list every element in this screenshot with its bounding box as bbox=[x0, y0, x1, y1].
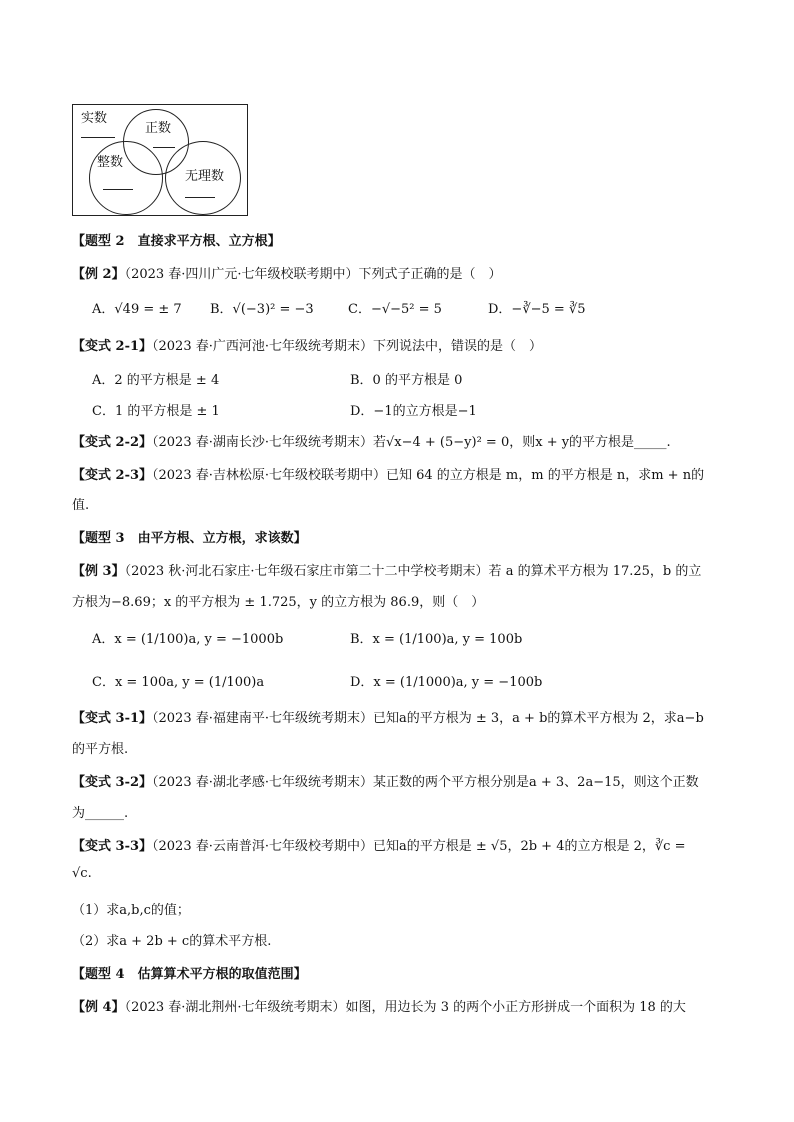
option-a: A．√49 = ± 7 bbox=[92, 302, 182, 317]
variant-3-3: 【变式 3-3】（2023 春·云南普洱·七年级校考期中）已知a的平方根是 ± √5，2b + 4的立方根是 2，∛c = bbox=[72, 839, 686, 854]
example-2: 【例 2】（2023 春·四川广元·七年级校联考期中）下列式子正确的是（ ） bbox=[72, 267, 502, 282]
label-irrational: 无理数 bbox=[185, 169, 225, 184]
section-header-2: 【题型 2 直接求平方根、立方根】 bbox=[72, 234, 281, 249]
blank-real bbox=[81, 137, 115, 138]
variant-2-3-cont: 值. bbox=[72, 498, 90, 513]
blank-irrational bbox=[185, 197, 215, 198]
blank-positive bbox=[153, 147, 175, 148]
label-integer: 整数 bbox=[97, 155, 124, 170]
option-a: A．x = (1/100)a, y = −1000b bbox=[92, 632, 284, 647]
section-header-3: 【题型 3 由平方根、立方根，求该数】 bbox=[72, 531, 307, 546]
option-b: B．x = (1/100)a, y = 100b bbox=[350, 632, 523, 647]
section-header-4: 【题型 4 估算算术平方根的取值范围】 bbox=[72, 967, 307, 982]
option-c: C．−√−5² = 5 bbox=[348, 302, 442, 317]
label-real: 实数 bbox=[81, 111, 108, 126]
variant-3-1-cont: 的平方根. bbox=[72, 742, 129, 757]
variant-3-2: 【变式 3-2】（2023 春·湖北孝感·七年级统考期末）某正数的两个平方根分别是a + 3、2a−15，则这个正数 bbox=[72, 775, 699, 790]
variant-3-3-cont: √c. bbox=[72, 866, 92, 881]
option-d: D．−1的立方根是−1 bbox=[350, 404, 477, 419]
variant-3-2-cont: 为______. bbox=[72, 806, 129, 821]
option-a: A．2 的平方根是 ± 4 bbox=[92, 373, 220, 388]
venn-diagram bbox=[72, 104, 248, 216]
label-positive: 正数 bbox=[145, 121, 172, 136]
example-3: 【例 3】（2023 秋·河北石家庄·七年级石家庄市第二十二中学校考期末）若 a 的算术平方根为 17.25，b 的立 bbox=[72, 564, 702, 579]
sub-question-1: （1）求a,b,c的值； bbox=[72, 903, 190, 918]
option-d: D．−∛−5 = ∛5 bbox=[488, 302, 586, 317]
sub-question-2: （2）求a + 2b + c的算术平方根. bbox=[72, 934, 272, 949]
option-c: C．1 的平方根是 ± 1 bbox=[92, 404, 220, 419]
example-3-cont: 方根为−8.69；x 的平方根为 ± 1.725，y 的立方根为 86.9，则（ ） bbox=[72, 595, 485, 610]
option-b: B．√(−3)² = −3 bbox=[210, 302, 314, 317]
variant-3-1: 【变式 3-1】（2023 春·福建南平·七年级统考期末）已知a的平方根为 ± 3，a + b的算术平方根为 2，求a−b bbox=[72, 711, 704, 726]
option-d: D．x = (1/1000)a, y = −100b bbox=[350, 675, 543, 690]
option-b: B．0 的平方根是 0 bbox=[350, 373, 463, 388]
example-4: 【例 4】（2023 春·湖北荆州·七年级统考期末）如图，用边长为 3 的两个小正方形拼成一个面积为 18 的大 bbox=[72, 1000, 686, 1015]
blank-integer bbox=[103, 189, 133, 190]
variant-2-3: 【变式 2-3】（2023 春·吉林松原·七年级校联考期中）已知 64 的立方根是 m，m 的平方根是 n，求m + n的 bbox=[72, 468, 705, 483]
variant-2-1: 【变式 2-1】（2023 春·广西河池·七年级统考期末）下列说法中，错误的是（ ） bbox=[72, 339, 542, 354]
variant-2-2: 【变式 2-2】（2023 春·湖南长沙·七年级统考期末）若√x−4 + (5−y)² = 0，则x + y的平方根是_____. bbox=[72, 435, 671, 450]
option-c: C．x = 100a, y = (1/100)a bbox=[92, 675, 265, 690]
